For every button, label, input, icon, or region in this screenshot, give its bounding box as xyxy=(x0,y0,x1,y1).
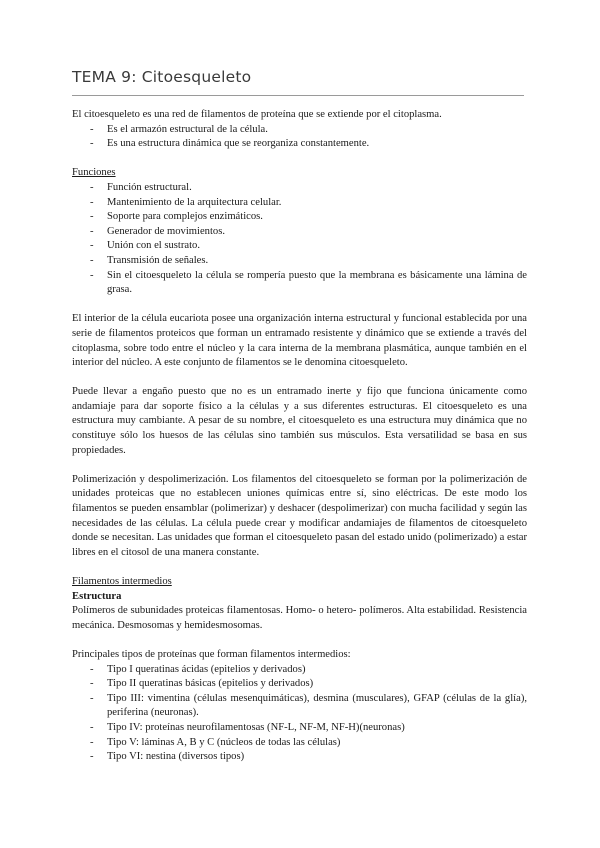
list-item: - Es una estructura dinámica que se reorganiza constantemente. xyxy=(72,137,527,152)
paragraph: El interior de la célula eucariota posee una organización interna estructural y funcional establecida por una serie de filamentos proteicos que forman un entramado resistente y dinámico que se extiende a través del citoplasma, sobre todo entre el núcleo y la cara interna de la membrana plasmática, aunque también en el interior del núcleo. A este conjunto de filamentos se le denomina citoesqueleto. xyxy=(72,313,527,369)
tipos-list xyxy=(72,663,527,765)
list-item: - Mantenimiento de la arquitectura celular. xyxy=(72,196,527,211)
section-heading-filamentos: Filamentos intermedios xyxy=(72,576,172,587)
list-item: - Transmisión de señales. xyxy=(72,254,527,269)
list-item: - Tipo III: vimentina (células mesenquimáticas), desmina (musculares), GFAP (células de la glía), periferina (neuronas). xyxy=(72,692,527,721)
tipos-intro: Principales tipos de proteínas que forman filamentos intermedios: xyxy=(72,648,351,660)
document-body xyxy=(72,108,527,765)
list-item: - Unión con el sustrato. xyxy=(72,239,527,254)
list-item: - Generador de movimientos. xyxy=(72,225,527,240)
funciones-list xyxy=(72,181,527,298)
list-item: - Es el armazón estructural de la célula. xyxy=(72,123,527,138)
list-item: - Tipo V: láminas A, B y C (núcleos de todas las células) xyxy=(72,736,527,751)
list-item: - Sin el citoesqueleto la célula se rompería puesto que la membrana es básicamente una lámina de grasa. xyxy=(72,269,527,298)
list-item: - Tipo I queratinas ácidas (epitelios y derivados) xyxy=(72,663,527,678)
title-divider xyxy=(72,95,524,96)
paragraph: Polimerización y despolimerización. Los filamentos del citoesqueleto se forman por la polimerización de unidades proteicas que no establecen uniones químicas entre sí, sino eléctricas. De este modo los filamentos se pueden ensamblar (polimerizar) y deshacer (despolimerizar) con mucha facilidad y según las necesidades de las células. La célula puede crear y modificar andamiajes de filamentos de citoesqueleto donde se necesitan. Las unidades que forman el citoesqueleto pasan del estado unido (polimerizado) a estar libres en el citosol de una manera constante. xyxy=(72,473,527,558)
paragraph: Puede llevar a engaño puesto que no es un entramado inerte y fijo que funciona únicamente como andamiaje para dar soporte físico a la células y a sus diferentes estructuras. El citoesqueleto es una estructura muy cambiante. A pesar de su nombre, el citoesqueleto es una estructura muy dinámica que no constituye sólo los huesos de las células sino también sus músculos. Esta versatilidad se basa en sus propiedades. xyxy=(72,386,527,456)
page-title: TEMA 9: Citoesqueleto xyxy=(72,68,252,86)
subheading-estructura: Estructura xyxy=(72,590,122,602)
intro-text: El citoesqueleto es una red de filamentos de proteína que se extiende por el citoplasma. xyxy=(72,109,442,120)
list-item: - Tipo II queratinas básicas (epitelios y derivados) xyxy=(72,677,527,692)
intro-list xyxy=(72,123,527,152)
list-item: - Tipo IV: proteínas neurofilamentosas (NF-L, NF-M, NF-H)(neuronas) xyxy=(72,721,527,736)
list-item: - Tipo VI: nestina (diversos tipos) xyxy=(72,750,527,765)
list-item: - Función estructural. xyxy=(72,181,527,196)
section-heading-funciones: Funciones xyxy=(72,167,116,179)
structure-text: Polímeros de subunidades proteicas filamentosas. Homo- o hetero- polímeros. Alta estabilidad. Resistencia mecánica. Desmosomas y hemidesmosomas. xyxy=(72,605,527,631)
list-item: - Soporte para complejos enzimáticos. xyxy=(72,210,527,225)
